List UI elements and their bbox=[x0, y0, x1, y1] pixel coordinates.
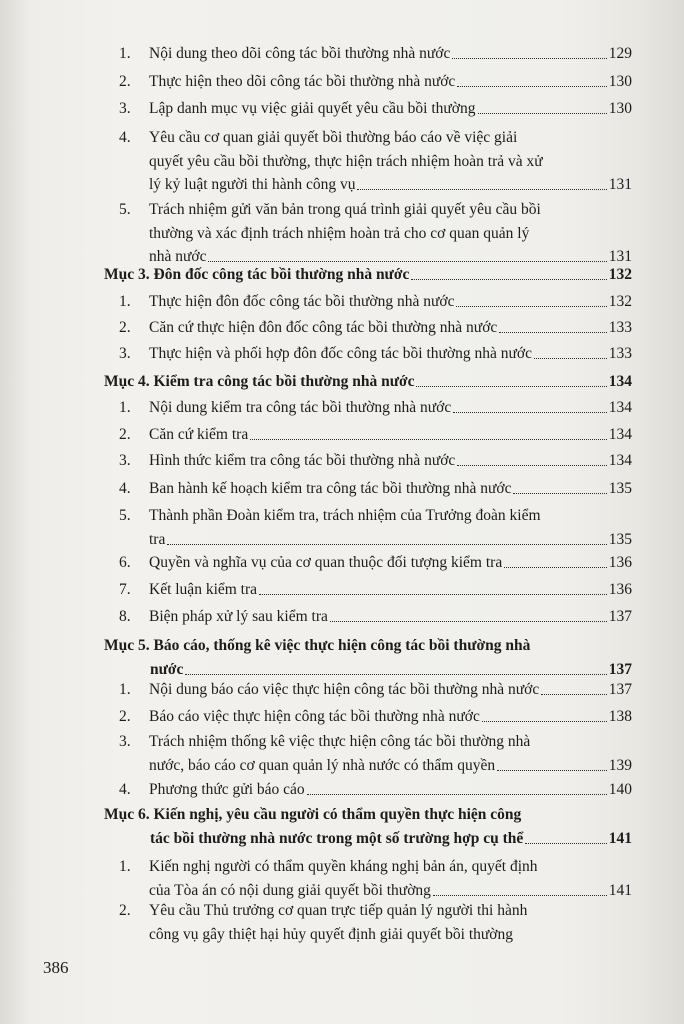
toc-page-number: 137 bbox=[608, 681, 632, 698]
toc-page-number: 130 bbox=[608, 73, 632, 90]
toc-entry-text: Nội dung theo dõi công tác bồi thường nhà nước bbox=[149, 45, 451, 62]
toc-entry-number: 2. bbox=[119, 73, 131, 90]
toc-page-number: 134 bbox=[608, 373, 632, 390]
dot-leader bbox=[534, 357, 607, 359]
dot-leader bbox=[504, 566, 607, 568]
toc-page-number: 132 bbox=[608, 266, 632, 283]
toc-entry-text: Mục 6. Kiến nghị, yêu cầu người có thẩm quyền thực hiện công bbox=[104, 806, 522, 823]
toc-page-number: 135 bbox=[608, 530, 632, 548]
dot-leader bbox=[357, 188, 606, 190]
toc-page-number: 136 bbox=[608, 581, 632, 598]
toc-entry-text: quyết yêu cầu bồi thường, thực hiện trách nhiệm hoàn trả và xử bbox=[149, 152, 543, 170]
dot-leader bbox=[307, 793, 607, 795]
toc-entry-text: Lập danh mục vụ việc giải quyết yêu cầu bồi thường bbox=[149, 100, 476, 117]
toc-entry-number: 4. bbox=[119, 781, 131, 798]
dot-leader bbox=[482, 720, 607, 722]
toc-page-number: 134 bbox=[608, 399, 632, 416]
toc-entry-number: 2. bbox=[119, 426, 131, 443]
toc-entry-number: 7. bbox=[119, 581, 131, 598]
toc-page-number: 133 bbox=[608, 319, 632, 336]
toc-entry-number: 3. bbox=[119, 452, 131, 469]
toc-entry-text: Mục 4. Kiểm tra công tác bồi thường nhà nước bbox=[104, 373, 415, 390]
toc-entry-text: Hình thức kiểm tra công tác bồi thường nhà nước bbox=[149, 452, 456, 469]
dot-leader bbox=[478, 112, 607, 114]
toc-entry-text: nhà nước bbox=[149, 248, 207, 265]
toc-entry-text: Thành phần Đoàn kiểm tra, trách nhiệm của Trưởng đoàn kiểm bbox=[149, 507, 541, 524]
toc-entry-number: 6. bbox=[119, 554, 131, 571]
toc-entry-text: tác bồi thường nhà nước trong một số trường hợp cụ thể bbox=[150, 829, 524, 847]
toc-entry-number: 4. bbox=[119, 480, 131, 497]
dot-leader bbox=[497, 769, 607, 771]
toc-entry-text: Mục 3. Đôn đốc công tác bồi thường nhà nước bbox=[104, 266, 410, 283]
toc-entry-text: Căn cứ thực hiện đôn đốc công tác bồi thường nhà nước bbox=[149, 319, 498, 336]
toc-entry-text: tra bbox=[149, 530, 166, 548]
dot-leader bbox=[167, 543, 606, 545]
toc-entry-number: 4. bbox=[119, 129, 131, 146]
toc-entry-number: 3. bbox=[119, 100, 131, 117]
toc-page-number: 136 bbox=[608, 554, 632, 571]
toc-page-number: 134 bbox=[608, 452, 632, 469]
dot-leader bbox=[416, 385, 606, 387]
dot-leader bbox=[330, 620, 607, 622]
dot-leader bbox=[452, 57, 606, 59]
toc-page-number: 138 bbox=[608, 708, 632, 725]
dot-leader bbox=[456, 305, 606, 307]
toc-page-number: 130 bbox=[608, 100, 632, 117]
dot-leader bbox=[433, 894, 607, 896]
dot-leader bbox=[185, 673, 606, 675]
dot-leader bbox=[411, 278, 606, 280]
toc-page-number: 131 bbox=[608, 176, 632, 193]
dot-leader bbox=[457, 85, 606, 87]
toc-entry-text: Căn cứ kiểm tra bbox=[149, 426, 249, 443]
toc-page-number: 137 bbox=[608, 608, 632, 625]
toc-entry-text: lý kỷ luật người thi hành công vụ bbox=[149, 176, 356, 193]
toc-entry-number: 3. bbox=[119, 345, 131, 362]
toc-entry-number: 3. bbox=[119, 733, 131, 750]
toc-page-number: 132 bbox=[608, 293, 632, 310]
toc-entry-text: Trách nhiệm gửi văn bản trong quá trình giải quyết yêu cầu bồi bbox=[149, 201, 541, 218]
toc-entry-text: Yêu cầu Thủ trưởng cơ quan trực tiếp quản lý người thi hành bbox=[149, 902, 528, 919]
toc-entry-text: Ban hành kế hoạch kiểm tra công tác bồi thường nhà nước bbox=[149, 480, 512, 497]
dot-leader bbox=[457, 464, 606, 466]
toc-page-number: 139 bbox=[608, 756, 632, 774]
toc-page-number: 135 bbox=[608, 480, 632, 497]
toc-entry-number: 1. bbox=[119, 45, 131, 62]
toc-page-number: 133 bbox=[608, 345, 632, 362]
toc-entry-text: Thực hiện đôn đốc công tác bồi thường nhà nước bbox=[149, 293, 455, 310]
dot-leader bbox=[259, 593, 607, 595]
toc-entry-text: Kiến nghị người có thẩm quyền kháng nghị bản án, quyết định bbox=[149, 858, 538, 875]
toc-entry-text: Quyền và nghĩa vụ của cơ quan thuộc đối tượng kiểm tra bbox=[149, 554, 503, 571]
page-number: 386 bbox=[43, 958, 69, 977]
toc-entry-text: của Tòa án có nội dung giải quyết bồi thường bbox=[149, 881, 431, 899]
toc-entry-text: Thực hiện và phối hợp đôn đốc công tác bồi thường nhà nước bbox=[149, 345, 532, 362]
toc-entry-text: Kết luận kiểm tra bbox=[149, 581, 258, 598]
toc-entry-text: thường và xác định trách nhiệm hoàn trả cho cơ quan quản lý bbox=[149, 224, 530, 242]
dot-leader bbox=[250, 438, 607, 440]
toc-entry-number: 2. bbox=[119, 902, 131, 919]
toc-entry-text: Nội dung kiểm tra công tác bồi thường nhà nước bbox=[149, 399, 452, 416]
toc-entry-text: Trách nhiệm thống kê việc thực hiện công tác bồi thường nhà bbox=[149, 733, 531, 750]
toc-entry-number: 1. bbox=[119, 399, 131, 416]
toc-entry-number: 1. bbox=[119, 858, 131, 875]
toc-entry-text: Phương thức gửi báo cáo bbox=[149, 781, 305, 798]
toc-entry-text: Nội dung báo cáo việc thực hiện công tác bồi thường nhà nước bbox=[149, 681, 540, 698]
toc-entry-number: 5. bbox=[119, 201, 131, 218]
toc-page-number: 141 bbox=[608, 881, 632, 899]
toc-entry-text: Thực hiện theo dõi công tác bồi thường nhà nước bbox=[149, 73, 456, 90]
toc-page-number: 131 bbox=[608, 248, 632, 265]
toc-entry-number: 1. bbox=[119, 293, 131, 310]
toc-entry-text: nước, báo cáo cơ quan quản lý nhà nước có thẩm quyền bbox=[149, 756, 496, 774]
toc-entry-text: công vụ gây thiệt hại hủy quyết định giải quyết bồi thường bbox=[149, 925, 514, 943]
toc-entry-number: 5. bbox=[119, 507, 131, 524]
dot-leader bbox=[513, 492, 606, 494]
dot-leader bbox=[541, 693, 607, 695]
toc-page-number: 134 bbox=[608, 426, 632, 443]
toc-page-number: 129 bbox=[608, 45, 632, 62]
toc-entry-text: Yêu cầu cơ quan giải quyết bồi thường báo cáo về việc giải bbox=[149, 129, 518, 146]
dot-leader bbox=[208, 260, 606, 262]
toc-entry-number: 2. bbox=[119, 319, 131, 336]
toc-page-number: 140 bbox=[608, 781, 632, 798]
toc-entry-text: nước bbox=[150, 660, 184, 678]
toc-entry-number: 2. bbox=[119, 708, 131, 725]
toc-entry-text: Biện pháp xử lý sau kiểm tra bbox=[149, 608, 328, 625]
dot-leader bbox=[499, 331, 606, 333]
toc-page-number: 137 bbox=[608, 660, 632, 678]
page-edge-shadow bbox=[638, 0, 684, 1024]
toc-entry-number: 1. bbox=[119, 681, 131, 698]
toc-entry-text: Mục 5. Báo cáo, thống kê việc thực hiện công tác bồi thường nhà bbox=[104, 637, 531, 654]
dot-leader bbox=[453, 411, 607, 413]
dot-leader bbox=[525, 842, 606, 844]
toc-entry-number: 8. bbox=[119, 608, 131, 625]
toc-page-number: 141 bbox=[608, 829, 632, 847]
toc-entry-text: Báo cáo việc thực hiện công tác bồi thường nhà nước bbox=[149, 708, 480, 725]
